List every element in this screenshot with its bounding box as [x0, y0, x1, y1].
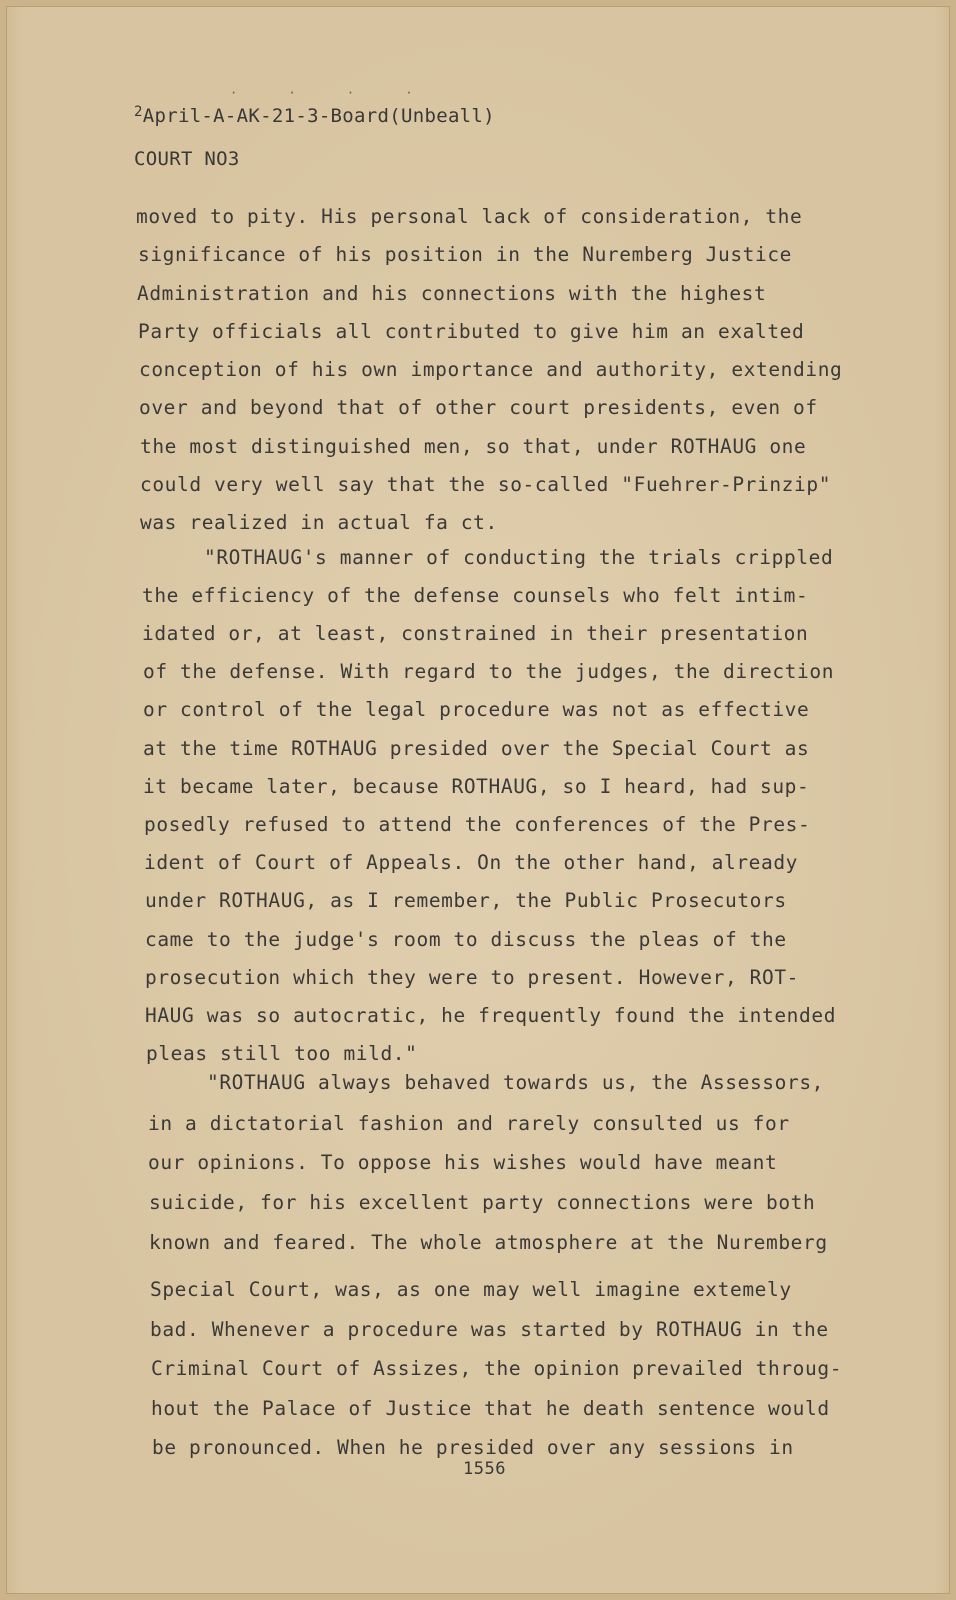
text-line: it became later, because ROTHAUG, so I heard, had sup- [143, 775, 810, 798]
document-reference [134, 104, 495, 127]
text-line: ident of Court of Appeals. On the other hand, already [144, 851, 799, 874]
court-number: COURT NO3 [134, 148, 240, 170]
text-line: Administration and his connections with the highest [137, 282, 767, 305]
text-line: significance of his position in the Nuremberg Justice [138, 243, 793, 266]
text-line: under ROTHAUG, as I remember, the Public Prosecutors [145, 889, 787, 912]
text-line: Party officials all contributed to give him an exalted [138, 320, 805, 343]
text-line: conception of his own importance and authority, extending [139, 358, 843, 381]
text-line: posedly refused to attend the conferences of the Pres- [144, 813, 811, 836]
text-line: pleas still too mild." [146, 1042, 418, 1065]
text-line: over and beyond that of other court presidents, even of [139, 396, 818, 419]
text-line: Special Court, was, as one may well imagine extemely [150, 1278, 792, 1301]
text-line: came to the judge's room to discuss the pleas of the [145, 928, 787, 951]
text-line: the most distinguished men, so that, under ROTHAUG one [140, 435, 807, 458]
text-line: "ROTHAUG's manner of conducting the trials crippled [204, 546, 834, 569]
text-line: was realized in actual fa ct. [140, 511, 498, 534]
text-line: prosecution which they were to present. However, ROT- [145, 966, 800, 989]
text-line: the efficiency of the defense counsels who felt intim- [142, 584, 809, 607]
text-line: HAUG was so autocratic, he frequently found the intended [145, 1004, 837, 1027]
text-line: could very well say that the so-called "Fuehrer-Prinzip" [140, 473, 832, 496]
text-line: of the defense. With regard to the judges, the direction [143, 660, 835, 683]
reference-text: April-A-AK-21-3-Board(Unbeall) [142, 105, 495, 127]
text-line: known and feared. The whole atmosphere at the Nuremberg [149, 1231, 828, 1254]
page-number: 1556 [463, 1459, 506, 1479]
text-line: bad. Whenever a procedure was started by ROTHAUG in the [150, 1318, 829, 1341]
text-line: Criminal Court of Assizes, the opinion prevailed throug- [151, 1357, 843, 1380]
text-line: moved to pity. His personal lack of consideration, the [136, 205, 803, 228]
text-line: our opinions. To oppose his wishes would have meant [148, 1151, 778, 1174]
text-line: or control of the legal procedure was not as effective [143, 698, 810, 721]
text-line: at the time ROTHAUG presided over the Special Court as [143, 737, 810, 760]
text-line: suicide, for his excellent party connections were both [149, 1191, 816, 1214]
text-line: be pronounced. When he presided over any sessions in [152, 1436, 794, 1459]
text-line: in a dictatorial fashion and rarely consulted us for [148, 1112, 790, 1135]
decorative-tick-marks: · · · · [230, 86, 435, 100]
text-line: "ROTHAUG always behaved towards us, the Assessors, [207, 1071, 824, 1094]
text-line: hout the Palace of Justice that he death sentence would [151, 1397, 830, 1420]
reference-number-prefix: 2 [134, 104, 143, 120]
text-line: idated or, at least, constrained in their presentation [142, 622, 809, 645]
